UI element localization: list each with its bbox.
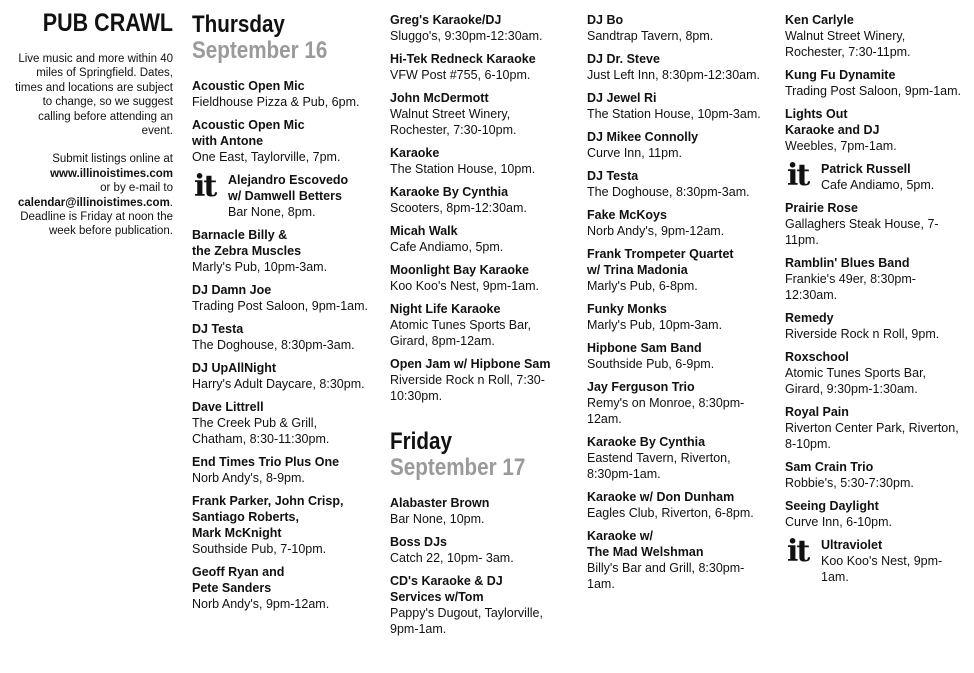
listing-entry bbox=[587, 528, 765, 592]
performer-name: Boss DJs bbox=[390, 535, 447, 549]
listing-entry bbox=[192, 564, 370, 612]
listing-entry bbox=[587, 301, 765, 333]
performer-name: Ultraviolet bbox=[821, 538, 883, 552]
listing-entry bbox=[785, 459, 963, 491]
venue-time: Southside Pub, 7-10pm. bbox=[192, 542, 327, 556]
submit-info: Submit listings online at www.illinoistimes.com or by e-mail to calendar@illinoistimes.com. Deadline is Friday at noon the week before publication. bbox=[17, 153, 173, 238]
listing-entry bbox=[785, 67, 963, 99]
performer-name: DJ Testa bbox=[587, 169, 639, 183]
performer-name: Hipbone Sam Band bbox=[587, 341, 702, 355]
performer-name: Alejandro Escovedo w/ Damwell Betters bbox=[228, 173, 349, 203]
venue-time: The Doghouse, 8:30pm-3am. bbox=[192, 338, 355, 352]
performer-name: DJ Mikee Connolly bbox=[587, 130, 699, 144]
venue-time: Marly's Pub, 10pm-3am. bbox=[587, 318, 723, 332]
day-heading: Thursday bbox=[192, 11, 285, 38]
date-heading: September 16 bbox=[192, 37, 328, 64]
performer-name: DJ Testa bbox=[192, 322, 244, 336]
performer-name: Karaoke By Cynthia bbox=[390, 185, 509, 199]
listing-entry bbox=[390, 12, 568, 44]
performer-name: Prairie Rose bbox=[785, 201, 858, 215]
listing-entry bbox=[192, 169, 370, 220]
listing-entry bbox=[192, 282, 370, 314]
performer-name: Sam Crain Trio bbox=[785, 460, 874, 474]
venue-time: Southside Pub, 6-9pm. bbox=[587, 357, 715, 371]
performer-name: Lights Out Karaoke and DJ bbox=[785, 107, 880, 137]
performer-name: John McDermott bbox=[390, 91, 489, 105]
day-spacer bbox=[390, 411, 568, 429]
venue-time: VFW Post #755, 6-10pm. bbox=[390, 68, 531, 82]
listing-column-4 bbox=[785, 12, 963, 592]
listing-entry bbox=[587, 379, 765, 427]
listing-entry bbox=[785, 255, 963, 303]
listing-column-2 bbox=[390, 12, 568, 644]
venue-time: Frankie's 49er, 8:30pm-12:30am. bbox=[785, 272, 916, 302]
performer-name: Remedy bbox=[785, 311, 834, 325]
venue-time: Cafe Andiamo, 5pm. bbox=[390, 240, 504, 254]
venue-time: Harry's Adult Daycare, 8:30pm. bbox=[192, 377, 365, 391]
venue-time: Curve Inn, 6-10pm. bbox=[785, 515, 892, 529]
editor-pick-icon: it bbox=[194, 169, 216, 204]
venue-time: Norb Andy's, 8-9pm. bbox=[192, 471, 305, 485]
listing-entry bbox=[785, 310, 963, 342]
listing-entry bbox=[587, 340, 765, 372]
performer-name: Kung Fu Dynamite bbox=[785, 68, 896, 82]
listing-entry bbox=[587, 90, 765, 122]
venue-time: Walnut Street Winery, Rochester, 7:30-11pm. bbox=[785, 29, 911, 59]
venue-time: Trading Post Saloon, 9pm-1am. bbox=[785, 84, 962, 98]
performer-name: Funky Monks bbox=[587, 302, 667, 316]
venue-time: Just Left Inn, 8:30pm-12:30am. bbox=[587, 68, 761, 82]
email-prefix: or by e-mail to bbox=[100, 182, 173, 195]
performer-name: Micah Walk bbox=[390, 224, 458, 238]
performer-name: Jay Ferguson Trio bbox=[587, 380, 695, 394]
listing-entry bbox=[390, 184, 568, 216]
venue-time: Robbie's, 5:30-7:30pm. bbox=[785, 476, 914, 490]
performer-name: DJ Dr. Steve bbox=[587, 52, 660, 66]
venue-time: Norb Andy's, 9pm-12am. bbox=[587, 224, 725, 238]
listing-entry bbox=[785, 534, 963, 585]
sidebar bbox=[8, 8, 173, 239]
listing-entry bbox=[390, 223, 568, 255]
section-title: PUB CRAWL bbox=[42, 9, 174, 37]
performer-name: Karaoke w/ The Mad Welshman bbox=[587, 529, 704, 559]
performer-name: End Times Trio Plus One bbox=[192, 455, 340, 469]
performer-name: Open Jam w/ Hipbone Sam bbox=[390, 357, 551, 371]
listing-entry bbox=[390, 356, 568, 404]
listing-entry bbox=[390, 495, 568, 527]
venue-time: Cafe Andiamo, 5pm. bbox=[821, 178, 935, 192]
venue-time: Remy's on Monroe, 8:30pm-12am. bbox=[587, 396, 745, 426]
venue-time: Eagles Club, Riverton, 6-8pm. bbox=[587, 506, 754, 520]
listing-entry bbox=[785, 349, 963, 397]
venue-time: Marly's Pub, 10pm-3am. bbox=[192, 260, 328, 274]
listing-entry bbox=[192, 399, 370, 447]
performer-name: Moonlight Bay Karaoke bbox=[390, 263, 529, 277]
date-heading: September 17 bbox=[390, 454, 526, 481]
submit-prefix: Submit listings online at bbox=[52, 153, 173, 166]
listing-entry bbox=[390, 145, 568, 177]
venue-time: Pappy's Dugout, Taylorville, 9pm-1am. bbox=[390, 606, 543, 636]
deadline-text: Deadline is Friday at noon the week before publication. bbox=[20, 211, 173, 238]
venue-time: One East, Taylorville, 7pm. bbox=[192, 150, 341, 164]
performer-name: CD's Karaoke & DJ Services w/Tom bbox=[390, 574, 503, 604]
performer-name: Greg's Karaoke/DJ bbox=[390, 13, 502, 27]
venue-time: Trading Post Saloon, 9pm-1am. bbox=[192, 299, 369, 313]
performer-name: DJ UpAllNight bbox=[192, 361, 277, 375]
venue-time: Walnut Street Winery, Rochester, 7:30-10pm. bbox=[390, 107, 517, 137]
listing-entry bbox=[390, 534, 568, 566]
performer-name: Frank Parker, John Crisp, Santiago Roberts, Mark McKnight bbox=[192, 494, 344, 540]
listing-entry bbox=[587, 12, 765, 44]
venue-time: Norb Andy's, 9pm-12am. bbox=[192, 597, 330, 611]
performer-name: Royal Pain bbox=[785, 405, 849, 419]
performer-name: Patrick Russell bbox=[821, 162, 911, 176]
performer-name: Seeing Daylight bbox=[785, 499, 879, 513]
listing-entry bbox=[192, 454, 370, 486]
listing-entry bbox=[192, 117, 370, 165]
venue-time: The Station House, 10pm. bbox=[390, 162, 536, 176]
listing-entry bbox=[587, 129, 765, 161]
performer-name: Geoff Ryan and Pete Sanders bbox=[192, 565, 285, 595]
venue-time: Billy's Bar and Grill, 8:30pm-1am. bbox=[587, 561, 745, 591]
listing-entry bbox=[390, 51, 568, 83]
email-link[interactable]: calendar@illinoistimes.com bbox=[17, 196, 170, 209]
venue-time: Atomic Tunes Sports Bar, Girard, 9:30pm-1:30am. bbox=[785, 366, 927, 396]
listing-entry bbox=[785, 404, 963, 452]
day-heading: Friday bbox=[390, 428, 452, 455]
editor-pick-icon: it bbox=[787, 158, 809, 193]
performer-name: Dave Littrell bbox=[192, 400, 264, 414]
listing-entry bbox=[785, 158, 963, 193]
listing-entry bbox=[390, 90, 568, 138]
venue-time: The Station House, 10pm-3am. bbox=[587, 107, 761, 121]
venue-time: Eastend Tavern, Riverton, 8:30pm-1am. bbox=[587, 451, 731, 481]
venue-time: Atomic Tunes Sports Bar, Girard, 8pm-12am. bbox=[390, 318, 532, 348]
venue-time: Weebles, 7pm-1am. bbox=[785, 139, 897, 153]
venue-time: Riverside Rock n Roll, 7:30-10:30pm. bbox=[390, 373, 545, 403]
performer-name: DJ Jewel Ri bbox=[587, 91, 657, 105]
performer-name: DJ Damn Joe bbox=[192, 283, 272, 297]
venue-time: Curve Inn, 11pm. bbox=[587, 146, 682, 160]
listing-entry bbox=[192, 227, 370, 275]
listing-entry bbox=[192, 493, 370, 557]
performer-name: Karaoke By Cynthia bbox=[587, 435, 706, 449]
listing-entry bbox=[587, 246, 765, 294]
performer-name: Acoustic Open Mic bbox=[192, 79, 305, 93]
venue-time: Bar None, 8pm. bbox=[228, 205, 316, 219]
listing-entry bbox=[587, 168, 765, 200]
listing-entry bbox=[192, 360, 370, 392]
performer-name: Karaoke bbox=[390, 146, 440, 160]
listing-entry bbox=[192, 321, 370, 353]
venue-time: Scooters, 8pm-12:30am. bbox=[390, 201, 527, 215]
performer-name: Alabaster Brown bbox=[390, 496, 490, 510]
venue-time: Bar None, 10pm. bbox=[390, 512, 485, 526]
listing-entry bbox=[587, 51, 765, 83]
editor-pick-icon: it bbox=[787, 534, 809, 569]
listing-column-1 bbox=[192, 12, 370, 619]
venue-time: Riverside Rock n Roll, 9pm. bbox=[785, 327, 940, 341]
listing-entry bbox=[587, 489, 765, 521]
listing-entry bbox=[587, 207, 765, 239]
listing-entry bbox=[785, 498, 963, 530]
performer-name: Acoustic Open Mic with Antone bbox=[192, 118, 305, 148]
listing-entry bbox=[390, 573, 568, 637]
performer-name: Ramblin' Blues Band bbox=[785, 256, 910, 270]
venue-time: The Creek Pub & Grill, Chatham, 8:30-11:30pm. bbox=[192, 416, 330, 446]
venue-time: Koo Koo's Nest, 9pm-1am. bbox=[390, 279, 539, 293]
performer-name: Ken Carlyle bbox=[785, 13, 854, 27]
listing-column-3 bbox=[587, 12, 765, 599]
listing-entry bbox=[785, 106, 963, 154]
listing-entry bbox=[192, 78, 370, 110]
intro-text: Live music and more within 40 miles of Springfield. Dates, times and locations are subject to change, so we suggest calling before attending an event. bbox=[15, 53, 173, 138]
performer-name: DJ Bo bbox=[587, 13, 624, 27]
venue-time: Koo Koo's Nest, 9pm-1am. bbox=[821, 554, 943, 584]
venue-time: Fieldhouse Pizza & Pub, 6pm. bbox=[192, 95, 360, 109]
performer-name: Fake McKoys bbox=[587, 208, 667, 222]
venue-time: Catch 22, 10pm- 3am. bbox=[390, 551, 514, 565]
venue-time: Marly's Pub, 6-8pm. bbox=[587, 279, 698, 293]
performer-name: Hi-Tek Redneck Karaoke bbox=[390, 52, 536, 66]
performer-name: Roxschool bbox=[785, 350, 849, 364]
venue-time: Sandtrap Tavern, 8pm. bbox=[587, 29, 714, 43]
performer-name: Karaoke w/ Don Dunham bbox=[587, 490, 735, 504]
venue-time: Sluggo's, 9:30pm-12:30am. bbox=[390, 29, 543, 43]
venue-time: The Doghouse, 8:30pm-3am. bbox=[587, 185, 750, 199]
listing-entry bbox=[390, 301, 568, 349]
performer-name: Barnacle Billy & the Zebra Muscles bbox=[192, 228, 302, 258]
performer-name: Frank Trompeter Quartet w/ Trina Madonia bbox=[587, 247, 734, 277]
listing-entry bbox=[587, 434, 765, 482]
website-link[interactable]: www.illinoistimes.com bbox=[50, 167, 173, 180]
listing-entry bbox=[390, 262, 568, 294]
listing-entry bbox=[785, 12, 963, 60]
venue-time: Gallaghers Steak House, 7-11pm. bbox=[785, 217, 939, 247]
performer-name: Night Life Karaoke bbox=[390, 302, 501, 316]
listing-entry bbox=[785, 200, 963, 248]
venue-time: Riverton Center Park, Riverton, 8-10pm. bbox=[785, 421, 959, 451]
